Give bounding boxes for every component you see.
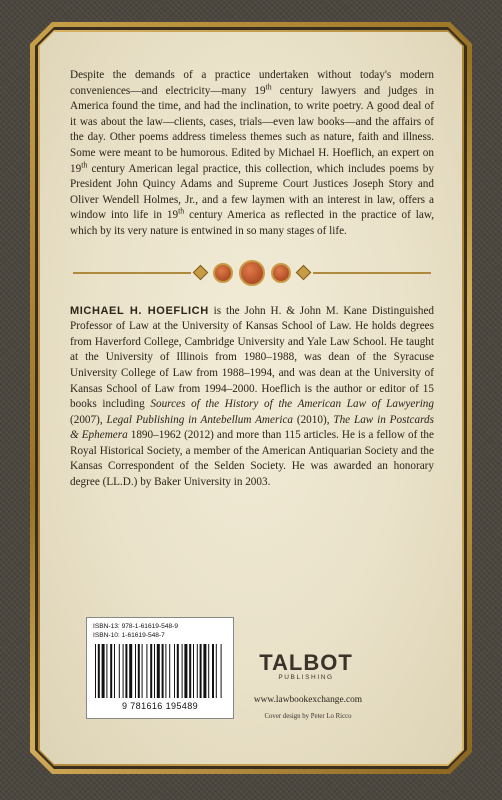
- bio-text-2: (2007),: [70, 413, 107, 426]
- barcode-bar: [95, 644, 96, 698]
- ornament-line-right: [313, 272, 431, 274]
- barcode-bar: [221, 644, 222, 698]
- barcode-bar: [106, 644, 107, 698]
- author-bio: [70, 304, 434, 491]
- barcode-bar: [200, 644, 202, 698]
- barcode-bar: [125, 644, 127, 698]
- blurb-sup-3: th: [178, 206, 185, 216]
- bio-text-4: 1890–1962 (2012) and more than 115 articles. He is a fellow of the Royal Historical Society, a member of the American Antiquarian Society and the Kansas Correspondent of the Selden Society. He was awarded an honorary degree (LL.D.) by Baker University in 2003.: [70, 429, 434, 489]
- barcode-bar: [154, 644, 155, 698]
- barcode-bar: [208, 644, 209, 698]
- barcode-bar: [157, 644, 160, 698]
- barcode-bar: [110, 644, 112, 698]
- book-description: [70, 68, 434, 240]
- ornament-circle-icon: [271, 263, 291, 283]
- blurb-sup-2: th: [81, 159, 88, 169]
- barcode-bar: [216, 644, 217, 698]
- publisher-url: www.lawbookexchange.com: [253, 695, 363, 705]
- barcode-icon: [93, 644, 227, 700]
- barcode-bar: [197, 644, 198, 698]
- barcode-bar: [150, 644, 152, 698]
- barcode-bar: [212, 644, 214, 698]
- ornament-line-left: [73, 272, 191, 274]
- barcode-bar: [184, 644, 187, 698]
- ornament-diamond-icon: [193, 265, 209, 281]
- cover-text-area: [70, 68, 434, 491]
- barcode-bar: [165, 644, 166, 698]
- book-title-1: Sources of the History of the American Law of Lawyering: [150, 398, 434, 411]
- isbn-10-label: ISBN-10: 1-61619-548-7: [93, 632, 165, 639]
- barcode-bar: [174, 644, 175, 698]
- ornament-medallion-icon: [239, 260, 265, 286]
- book-title-3: The Law in Postcards & Ephemera: [70, 413, 434, 442]
- barcode-bar: [98, 644, 100, 698]
- barcode-bar: [123, 644, 124, 698]
- blurb-text-3: century American legal practice, this collection, which includes poems by President John Quincy Adams and Supreme Court Justices Joseph Story and Oliver Wendell Holmes, Jr., and a few laymen with an interest in law, offers a window into life in 19: [70, 162, 434, 222]
- publisher-logo-name: TALBOT: [259, 650, 353, 675]
- barcode-bar: [146, 644, 147, 698]
- barcode-bar: [189, 644, 191, 698]
- barcode-bar: [114, 644, 115, 698]
- barcode-bar: [162, 644, 164, 698]
- blurb-text-2: century lawyers and judges in America found the time, and had the inclination, to write poetry. A good deal of it was about the law—clients, cases, trials—even law books—and the affairs of the day. Other poems address timeless themes such as nature, faith and illness. Some were meant to be humorous. Edited by Michael H. Hoeflich, an expert on 19: [70, 84, 434, 175]
- blurb-sup-1: th: [265, 81, 272, 91]
- barcode-bar: [135, 644, 136, 698]
- publisher-logo-sub: PUBLISHING: [278, 674, 334, 681]
- blurb-text-1: Despite the demands of a practice undertaken without today's modern conveniences—and electricity—many 19: [70, 69, 434, 97]
- barcode-bar: [182, 644, 183, 698]
- barcode-bar: [169, 644, 170, 698]
- barcode-digits: 9 781616 195489: [121, 701, 199, 711]
- cover-design-credit: Cover design by Peter Lo Ricco: [264, 713, 352, 720]
- bio-text-1: is the John H. & John M. Kane Distinguished Professor of Law at the University of Kansas School of Law. He holds degrees from Haverford College, Cambridge University and Yale Law School. He taught at the University of Illinois from 1980–1988, was dean of the Syracuse University College of Law from 1988–1994, and was dean at the University of Kansas School of Law from 1994–2000. Hoeflich is the author or editor of 15 books including: [70, 304, 435, 411]
- ornament-circle-icon: [213, 263, 233, 283]
- barcode-bar: [129, 644, 132, 698]
- bio-text-3: (2010),: [293, 413, 334, 426]
- barcode-bar: [203, 644, 206, 698]
- barcode-bar: [138, 644, 140, 698]
- isbn-barcode-box: [86, 617, 234, 719]
- publisher-logo: [258, 650, 354, 681]
- divider-ornament: [70, 256, 434, 290]
- barcode-bar: [142, 644, 143, 698]
- barcode-bar: [102, 644, 105, 698]
- ornament-diamond-icon: [296, 265, 312, 281]
- barcode-bar: [177, 644, 179, 698]
- blurb-text-4: century America as reflected in the practice of law, which by its very nature is entwined in so many stages of life.: [70, 209, 435, 237]
- barcode-bar: [119, 644, 120, 698]
- isbn-13-label: ISBN-13: 978-1-61619-548-9: [93, 623, 179, 630]
- barcode-bar: [193, 644, 194, 698]
- book-title-2: Legal Publishing in Antebellum America: [106, 413, 294, 426]
- author-name: MICHAEL H. HOEFLICH: [70, 304, 209, 317]
